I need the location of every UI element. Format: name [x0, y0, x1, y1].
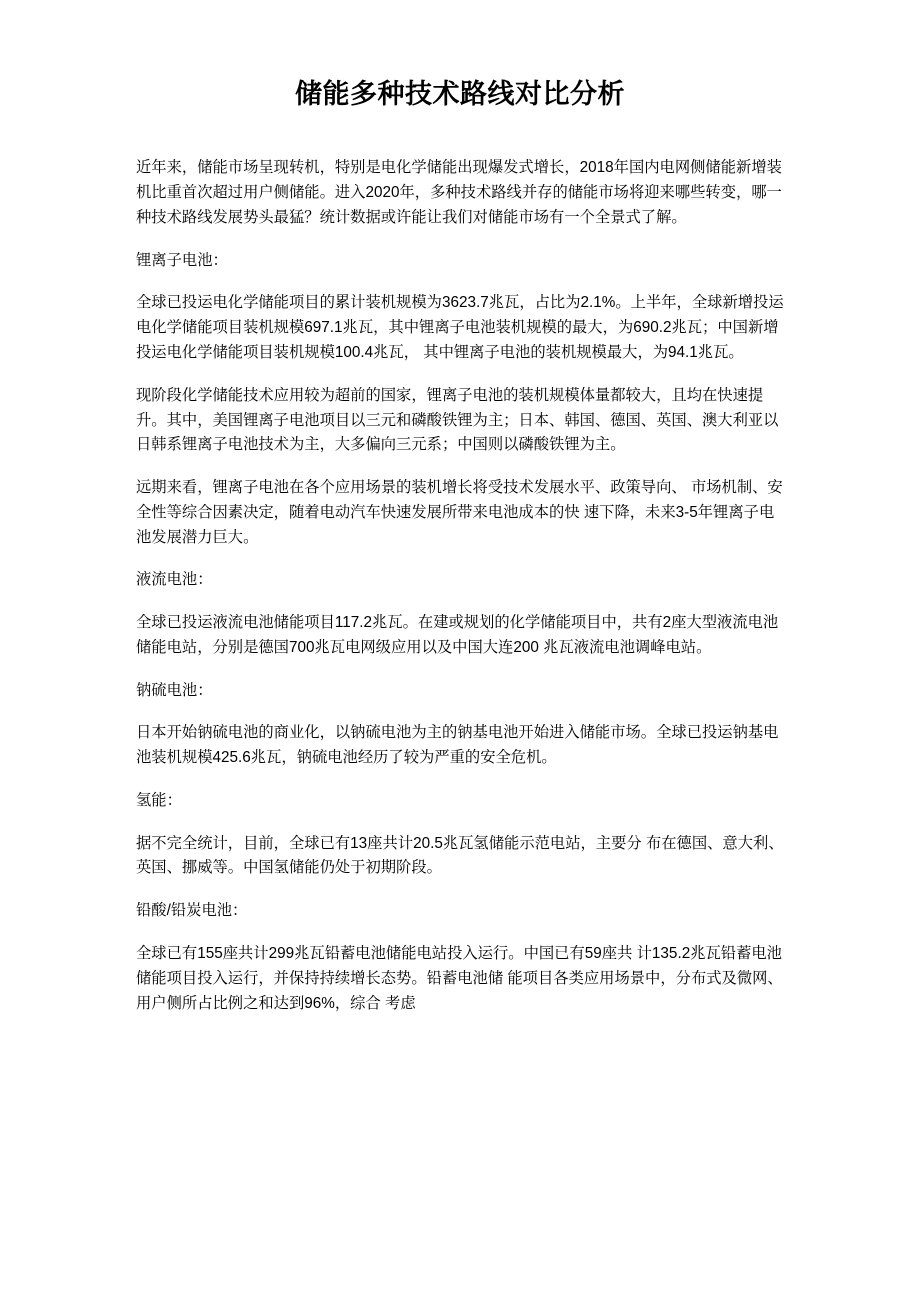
section-heading-lithium-ion: 锂离子电池：: [136, 251, 228, 269]
paragraph-lithium-countries: 现阶段化学储能技术应用较为超前的国家，锂离子电池的装机规模体量都较大，且均在快速提升。其中，美国锂离子电池项目以三元和磷酸铁锂为主；日本、韩国、德国、英国、澳大利亚以日韩系锂离子电池技术为主，大多偏向三元系；中国则以磷酸铁锂为主。: [136, 386, 779, 454]
paragraph-sodium-sulfur: 日本开始钠硫电池的商业化，以钠硫电池为主的钠基电池开始进入储能市场。全球已投运钠基电池装机规模425.6兆瓦，钠硫电池经历了较为严重的安全危机。: [136, 724, 779, 767]
paragraph-hydrogen: 据不完全统计，目前，全球已有13座共计20.5兆瓦氢储能示范电站，主要分 布在德国、意大利、英国、挪威等。中国氢储能仍处于初期阶段。: [136, 834, 784, 877]
section-heading-flow-battery: 液流电池：: [136, 571, 213, 589]
paragraph-lithium-outlook: 远期来看，锂离子电池在各个应用场景的装机增长将受技术发展水平、政策导向、 市场机制、安全性等综合因素决定，随着电动汽车快速发展所带来电池成本的快 速下降，未来3-5年锂离子电池发展潜力巨大。: [136, 479, 783, 546]
paragraph-lead-acid: 全球已有155座共计299兆瓦铅蓄电池储能电站投入运行。中国已有59座共 计135.2兆瓦铅蓄电池储能项目投入运行，并保持持续增长态势。铅蓄电池储 能项目各类应用场景中，分布式及微网、用户侧所占比例之和达到96%，综合 考虑: [136, 945, 783, 1012]
section-heading-sodium-sulfur: 钠硫电池：: [136, 681, 213, 699]
paragraph-flow-battery: 全球已投运液流电池储能项目117.2兆瓦。在建或规划的化学储能项目中，共有2座大型液流电池储能电站，分别是德国700兆瓦电网级应用以及中国大连200 兆瓦液流电池调峰电站。: [136, 614, 779, 656]
section-heading-hydrogen: 氢能：: [136, 791, 182, 809]
paragraph-intro: 近年来，储能市场呈现转机，特别是电化学储能出现爆发式增长，2018年国内电网侧储能新增装机比重首次超过用户侧储能。进入2020年，多种技术路线并存的储能市场将迎来哪些转变，哪一种技术路线发展势头最猛？统计数据或许能让我们对储能市场有一个全景式了解。: [136, 159, 782, 226]
page-title: 储能多种技术路线对比分析: [295, 79, 625, 109]
section-heading-lead-acid: 铅酸/铅炭电池：: [136, 902, 248, 920]
paragraph-lithium-capacity: 全球已投运电化学储能项目的累计装机规模为3623.7兆瓦，占比为2.1%。上半年，全球新增投运电化学储能项目装机规模697.1兆瓦，其中锂离子电池装机规模的最大，为690.2兆瓦；中国新增投运电化学储能项目装机规模100.4兆瓦， 其中锂离子电池的装机规模最大，为94.1兆瓦。: [136, 294, 784, 361]
